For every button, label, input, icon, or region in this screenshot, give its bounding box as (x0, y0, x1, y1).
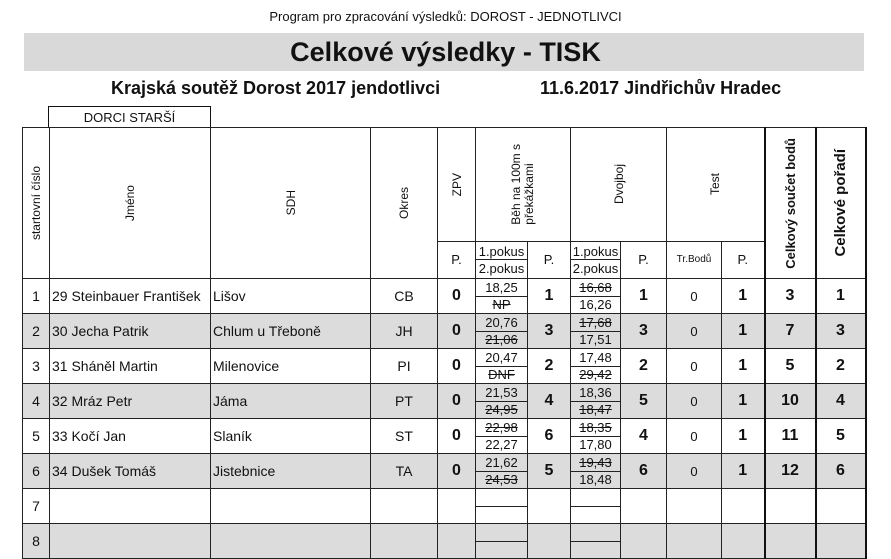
test-tr-header: Tr.Bodů (667, 241, 722, 278)
table-row: 2 30 Jecha Patrik Chlum u Třeboně JH 0 20,76 21,06 3 17,68 17,51 3 0 1 7 3 (23, 314, 866, 349)
test-p-header: P. (722, 241, 765, 278)
duo-p-header: P. (621, 241, 667, 278)
run-attempt-headers: 1.pokus 2.pokus (476, 241, 528, 278)
col-rank: Celkové pořadí (816, 128, 866, 279)
table-row-empty: 7 (23, 489, 866, 524)
col-district: Okres (371, 128, 438, 279)
category-label: DORCI STARŠÍ (48, 106, 211, 127)
col-start-no: startovní číslo (23, 128, 50, 279)
col-run: Běh na 100m s překážkami (476, 128, 571, 242)
table-row: 4 32 Mráz Petr Jáma PT 0 21,53 24,95 4 18,36 18,47 5 0 1 10 4 (23, 384, 866, 419)
table-row: 1 29 Steinbauer František Lišov CB 0 18,25 NP 1 16,68 16,26 1 0 1 3 1 (23, 279, 866, 314)
competition-name: Krajská soutěž Dorost 2017 jendotlivci (111, 78, 441, 98)
col-duo: Dvojboj (571, 128, 667, 242)
col-test: Test (667, 128, 765, 242)
col-name: Jméno (50, 128, 211, 279)
results-table (22, 127, 867, 559)
col-zpv: ZPV (438, 128, 476, 242)
table-row: 5 33 Kočí Jan Slaník ST 0 22,98 22,27 6 18,35 17,80 4 0 1 11 5 (23, 419, 866, 454)
table-row: 6 34 Dušek Tomáš Jistebnice TA 0 21,62 24,53 5 19,43 18,48 6 0 1 12 6 (23, 454, 866, 489)
table-row: 3 31 Sháněl Martin Milenovice PI 0 20,47 DNF 2 17,48 29,42 2 0 1 5 2 (23, 349, 866, 384)
page-title: Celkové výsledky - TISK (290, 37, 601, 67)
run-p-header: P. (528, 241, 571, 278)
table-row-empty: 8 (23, 524, 866, 559)
col-sdh: SDH (211, 128, 371, 279)
duo-attempt-headers: 1.pokus 2.pokus (571, 241, 621, 278)
col-total: Celkový součet bodů (765, 128, 816, 279)
date-place: 11.6.2017 Jindřichův Hradec (540, 78, 782, 98)
program-line: Program pro zpracování výsledků: DOROST - JEDNOTLIVCI (269, 9, 622, 24)
zpv-p-header: P. (438, 241, 476, 278)
header-row (23, 128, 866, 242)
